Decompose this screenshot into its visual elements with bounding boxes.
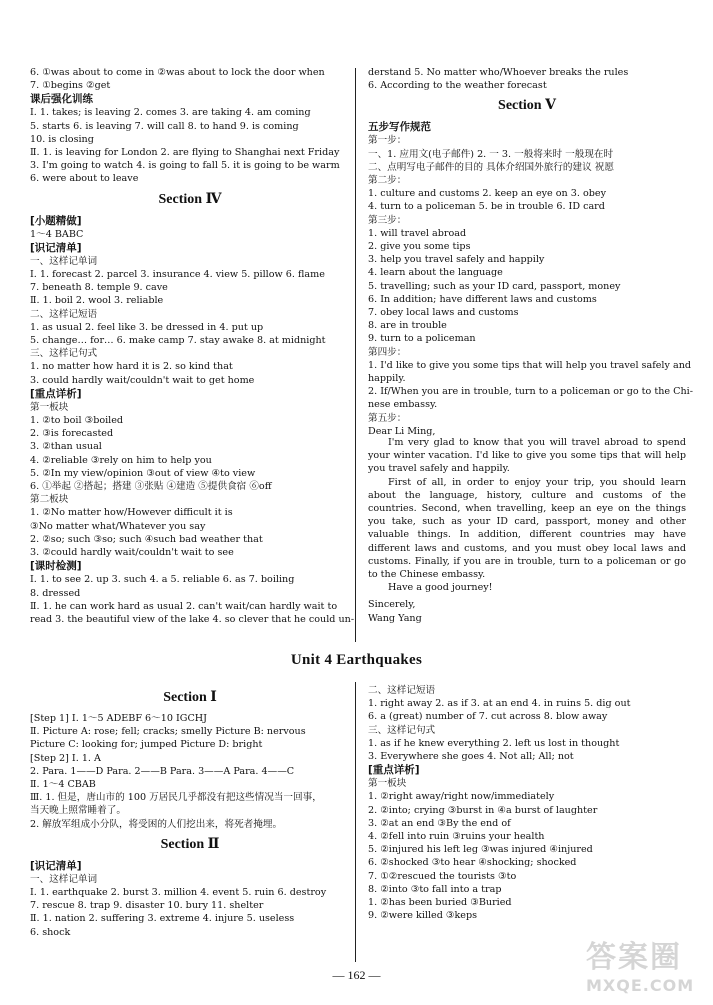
answer-line: 7. ①begins ②get bbox=[30, 80, 111, 92]
answer-line: 8. dressed bbox=[30, 587, 81, 599]
answer-line: 三、这样记句式 bbox=[30, 348, 98, 360]
bracket-heading: [重点详析] bbox=[368, 764, 420, 777]
answer-line: 6. were about to leave bbox=[30, 173, 139, 185]
answer-line: 9. ②were killed ③keps bbox=[368, 910, 478, 922]
answer-line: 3. Everywhere she goes 4. Not all; All; not bbox=[368, 751, 574, 763]
column-divider bbox=[355, 68, 356, 642]
bracket-heading: [课时检测] bbox=[30, 560, 82, 573]
answer-line: 7. obey local laws and customs bbox=[368, 307, 519, 319]
answer-line: happily. bbox=[368, 373, 406, 385]
answer-line: [Step 1] Ⅰ. 1～5 ADEBF 6～10 IGCHJ bbox=[30, 713, 208, 724]
answer-line: 1. ②to boil ③boiled bbox=[30, 415, 124, 427]
answer-line: 当天晚上照常睡着了。 bbox=[30, 805, 126, 817]
answer-line: 第一步： bbox=[368, 135, 407, 147]
answer-line: Ⅱ. 1. is leaving for London 2. are flying to Shanghai next Friday bbox=[30, 147, 340, 159]
answer-line: Ⅱ. 1～4 CBAB bbox=[30, 779, 96, 791]
model-letter bbox=[368, 436, 686, 625]
answer-line: Ⅱ. 1. nation 2. suffering 3. extreme 4. injure 5. useless bbox=[30, 913, 295, 925]
answer-line: 1. will travel abroad bbox=[368, 227, 467, 239]
section-heading: Section Ⅱ bbox=[160, 836, 220, 852]
bracket-heading: [重点详析] bbox=[30, 387, 82, 400]
answer-line: 6. In addition; have different laws and customs bbox=[368, 293, 597, 305]
page-number: — 162 — bbox=[332, 968, 381, 982]
letter-paragraph-3: Have a good journey! bbox=[388, 582, 493, 594]
lower-left-column bbox=[30, 684, 350, 939]
answer-line: 3. ②could hardly wait/couldn't wait to see bbox=[30, 547, 234, 559]
answer-line: 3. ②than usual bbox=[30, 441, 102, 453]
answer-line: 2. 解放军组成小分队，将受困的人们挖出来，将死者掩埋。 bbox=[30, 818, 283, 830]
answer-line: 6. ②shocked ③to hear ④shocking; shocked bbox=[368, 857, 577, 869]
answer-line: derstand 5. No matter who/Whoever breaks the rules bbox=[368, 67, 629, 78]
answer-line: 5. change… for… 6. make camp 7. stay awake 8. at midnight bbox=[30, 335, 326, 347]
bracket-heading: [识记清单] bbox=[30, 241, 82, 254]
answer-line: 1. no matter how hard it is 2. so kind that bbox=[30, 361, 233, 373]
answer-line: 第三步： bbox=[368, 214, 407, 226]
answer-line: ③No matter what/Whatever you say bbox=[30, 520, 206, 532]
answer-line: Ⅱ. 1. he can work hard as usual 2. can't wait/can hardly wait to bbox=[30, 600, 338, 612]
answer-line: 一、这样记单词 bbox=[30, 873, 98, 885]
bracket-heading: [小题精做] bbox=[30, 214, 82, 227]
answer-line: Dear Li Ming, bbox=[368, 425, 436, 437]
answer-line: 第二板块 bbox=[30, 494, 69, 506]
answer-line: 8. are in trouble bbox=[368, 320, 447, 332]
subsection-heading: 五步写作规范 bbox=[368, 121, 431, 134]
answer-line: nese embassy. bbox=[368, 399, 438, 411]
letter-paragraph-1: I'm very glad to know that you will travel abroad to spend your winter vacation. I'd like to give you some tips that will help you travel safely and happily. bbox=[368, 437, 686, 475]
answer-line: 2. ②so; such ③so; such ④such bad weather that bbox=[30, 533, 263, 545]
letter-signature: Wang Yang bbox=[368, 612, 422, 624]
answer-line: 1. as if he knew everything 2. left us lost in thought bbox=[368, 737, 620, 749]
answer-line: 3. could hardly wait/couldn't wait to get home bbox=[30, 374, 255, 386]
answer-line: 6. According to the weather forecast bbox=[368, 80, 547, 92]
answer-line: read 3. the beautiful view of the lake 4. so clever that he could un- bbox=[30, 613, 355, 625]
answer-line: 1. I'd like to give you some tips that will help you travel safely and bbox=[368, 359, 692, 371]
answer-line: 6. ①举起 ②搭起；搭建 ③张贴 ④建造 ⑤提供食宿 ⑥off bbox=[30, 481, 272, 493]
answer-line: 1. ②has been buried ③Buried bbox=[368, 897, 512, 909]
answer-line: 一、1. 应用文(电子邮件) 2. 一 3. 一般将来时 一般现在时 bbox=[368, 148, 614, 160]
letter-closing: Sincerely, bbox=[368, 599, 416, 611]
answer-line: 7. beneath 8. temple 9. cave bbox=[30, 282, 168, 294]
answer-line: Picture C: looking for; jumped Picture D: bright bbox=[30, 739, 263, 751]
bracket-heading: [识记清单] bbox=[30, 859, 82, 872]
section-heading: Section Ⅰ bbox=[163, 690, 217, 705]
lower-right-column bbox=[368, 684, 686, 922]
answer-line: Ⅱ. 1. boil 2. wool 3. reliable bbox=[30, 295, 164, 307]
answer-line: 一、这样记单词 bbox=[30, 255, 98, 267]
upper-right-column bbox=[368, 66, 693, 438]
answer-line: 3. I'm going to watch 4. is going to fall 5. it is going to be warm bbox=[30, 160, 340, 172]
answer-line: 二、这样记短语 bbox=[368, 685, 436, 696]
answer-line: 4. ②reliable ③rely on him to help you bbox=[30, 454, 212, 466]
answer-line: 6. ①was about to come in ②was about to lock the door when bbox=[30, 67, 325, 78]
letter-paragraph-2: First of all, in order to enjoy your trip, you should learn about the language, history, culture and customs of the countries. Second, when travelling, keep an eye on the things you take, such as your ID card, passport, money and other valuable things. In addition, different countries may have different laws and customs, and you must obey local laws and customs. Finally, if you are in trouble, turn to a policeman or go to the Chinese embassy. bbox=[368, 476, 686, 581]
answer-line: 1. ②No matter how/However difficult it is bbox=[30, 507, 233, 519]
answer-line: 5. starts 6. is leaving 7. will call 8. to hand 9. is coming bbox=[30, 120, 299, 132]
watermark-logo: 答案圈 MXQE.COM bbox=[586, 940, 695, 995]
answer-line: 二、这样记短语 bbox=[30, 308, 98, 320]
answer-line: 2. If/When you are in trouble, turn to a policeman or go to the Chi- bbox=[368, 386, 693, 398]
answer-line: 三、这样记句式 bbox=[368, 724, 436, 736]
answer-line: Ⅱ. Picture A: rose; fell; cracks; smelly Picture B: nervous bbox=[30, 726, 306, 738]
answer-line: 5. ②injured his left leg ③was injured ④injured bbox=[368, 844, 593, 856]
answer-line: 5. ②In my view/opinion ③out of view ④to view bbox=[30, 467, 256, 479]
upper-left-column bbox=[30, 66, 355, 626]
answer-line: 4. turn to a policeman 5. be in trouble 6. ID card bbox=[368, 201, 605, 213]
unit-title: Unit 4 Earthquakes bbox=[290, 652, 423, 668]
answer-line: 5. travelling; such as your ID card, passport, money bbox=[368, 280, 621, 292]
answer-line: 7. ①②rescued the tourists ③to bbox=[368, 870, 517, 882]
section-heading: Section Ⅴ bbox=[498, 98, 556, 114]
answer-line: 1～4 BABC bbox=[30, 228, 84, 240]
answer-line: 二、点明写电子邮件的目的 具体介绍国外旅行的建议 祝愿 bbox=[368, 161, 614, 173]
answer-line: Ⅲ. 1. 但是，唐山市的 100 万居民几乎都没有把这些情况当一回事， bbox=[30, 792, 322, 804]
answer-line: 2. give you some tips bbox=[368, 241, 471, 253]
answer-line: 8. ②into ③to fall into a trap bbox=[368, 883, 502, 895]
answer-line: 7. rescue 8. trap 9. disaster 10. bury 11. shelter bbox=[30, 900, 264, 912]
column-divider-lower bbox=[355, 682, 356, 962]
answer-line: 第五步： bbox=[368, 412, 407, 424]
answer-line: [Step 2] Ⅰ. 1. A bbox=[30, 752, 101, 764]
answer-line: Ⅰ. 1. forecast 2. parcel 3. insurance 4. view 5. pillow 6. flame bbox=[30, 269, 325, 281]
answer-line: Ⅰ. 1. earthquake 2. burst 3. million 4. event 5. ruin 6. destroy bbox=[30, 887, 327, 899]
subsection-heading: 课后强化训练 bbox=[30, 93, 93, 106]
answer-line: 4. ②fell into ruin ③ruins your health bbox=[368, 831, 545, 843]
answer-line: 1. as usual 2. feel like 3. be dressed in 4. put up bbox=[30, 321, 264, 333]
answer-line: 第一板块 bbox=[368, 778, 407, 790]
section-heading: Section Ⅳ bbox=[158, 191, 222, 207]
answer-line: 2. ③is forecasted bbox=[30, 428, 114, 440]
answer-line: 第二步： bbox=[368, 175, 407, 187]
answer-line: 1. culture and customs 2. keep an eye on 3. obey bbox=[368, 188, 606, 200]
answer-line: 1. ②right away/right now/immediately bbox=[368, 791, 555, 803]
answer-line: 3. help you travel safely and happily bbox=[368, 254, 545, 266]
answer-line: 6. shock bbox=[30, 926, 71, 938]
answer-line: 10. is closing bbox=[30, 133, 94, 145]
answer-line: 4. learn about the language bbox=[368, 267, 503, 279]
answer-line: 第一板块 bbox=[30, 401, 69, 413]
answer-line: 第四步： bbox=[368, 346, 407, 358]
answer-line: 2. Para. 1——D Para. 2——B Para. 3——A Para. 4——C bbox=[30, 765, 295, 777]
answer-line: 2. ②into; crying ③burst in ④a burst of laughter bbox=[368, 804, 598, 816]
answer-line: 6. a (great) number of 7. cut across 8. blow away bbox=[368, 711, 608, 723]
answer-line: Ⅰ. 1. takes; is leaving 2. comes 3. are taking 4. am coming bbox=[30, 107, 311, 119]
answer-line: 3. ②at an end ③By the end of bbox=[368, 817, 511, 829]
answer-line: 9. turn to a policeman bbox=[368, 333, 476, 345]
answer-line: 1. right away 2. as if 3. at an end 4. in ruins 5. dig out bbox=[368, 698, 631, 710]
answer-line: Ⅰ. 1. to see 2. up 3. such 4. a 5. reliable 6. as 7. boiling bbox=[30, 574, 295, 586]
